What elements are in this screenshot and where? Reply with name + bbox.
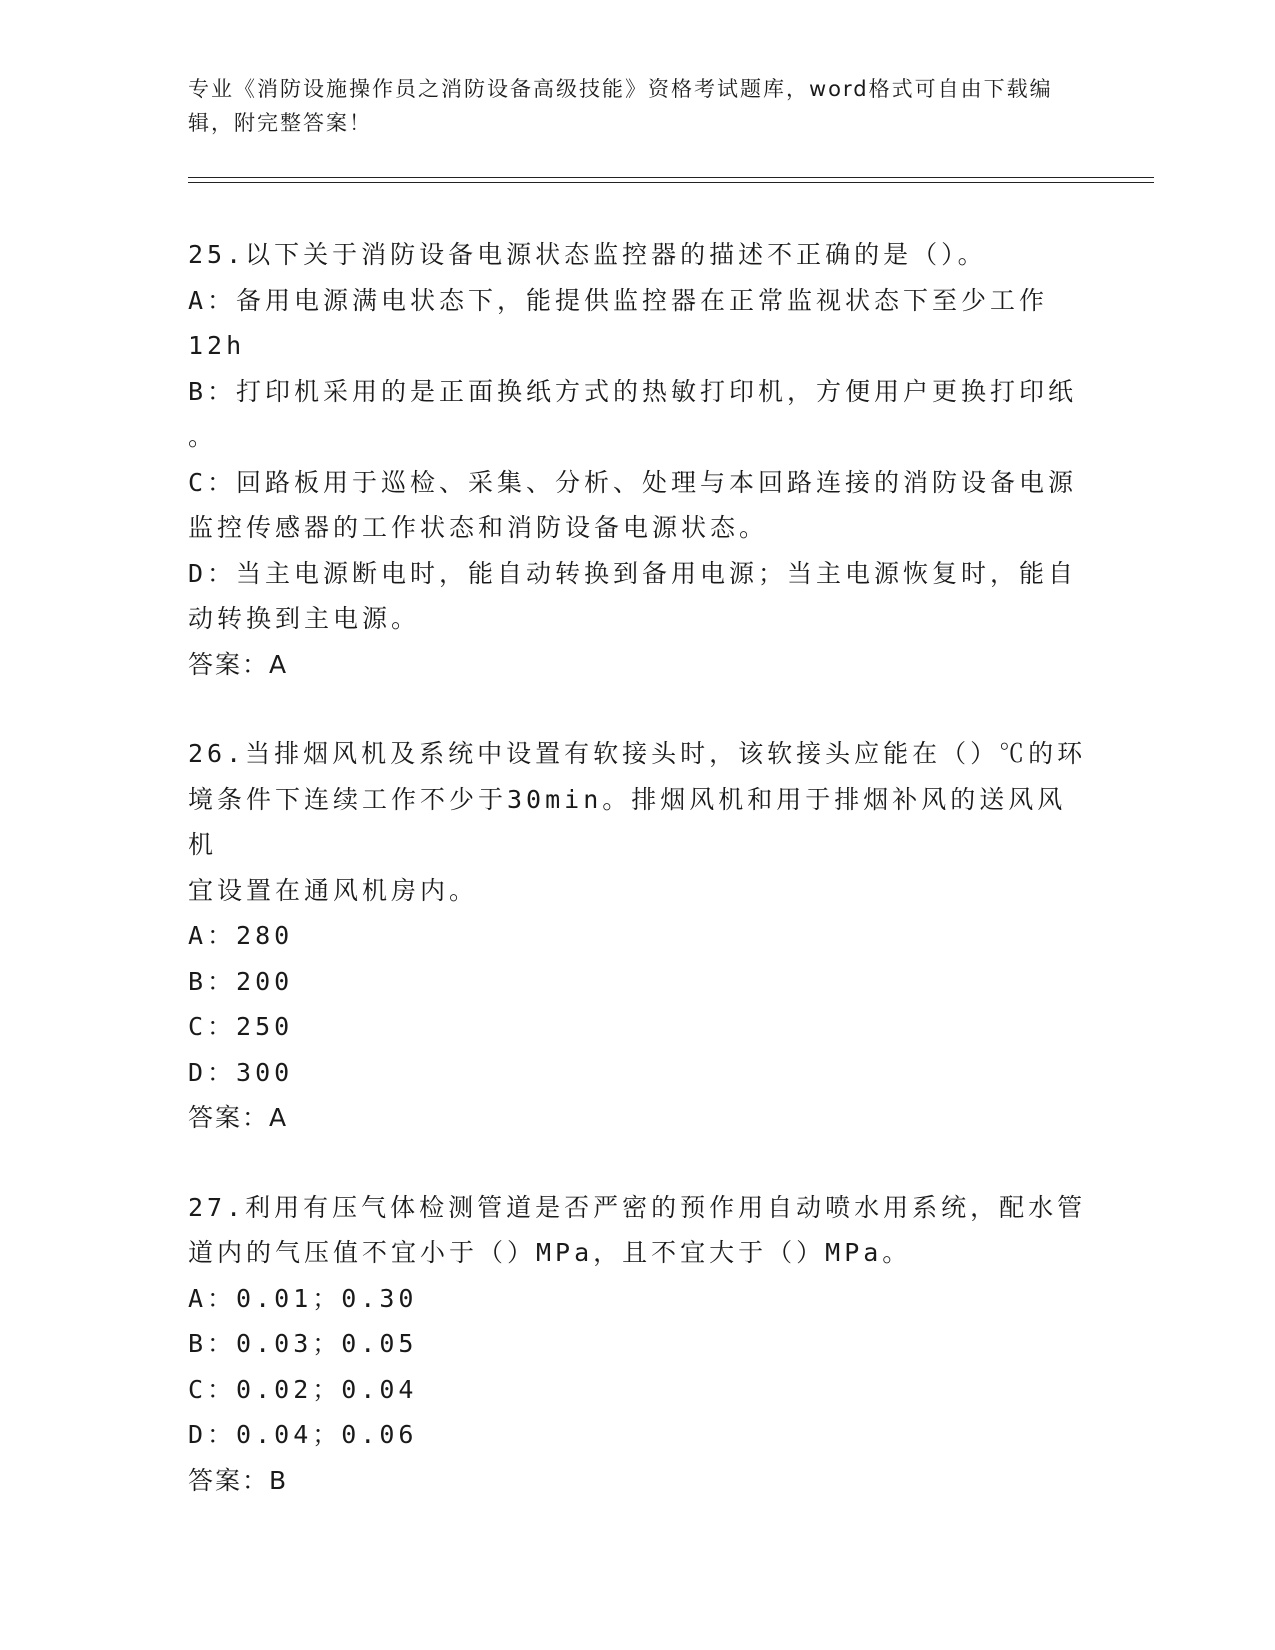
question-stem: 宜设置在通风机房内。 (188, 875, 479, 905)
option-d: D：300 (188, 1057, 294, 1087)
option-a (188, 278, 1088, 369)
option-b: B：0.03；0.05 (188, 1329, 418, 1358)
option-text: 。 (188, 422, 218, 451)
option-d (188, 551, 1088, 642)
option-d: D：0.04；0.06 (188, 1420, 418, 1449)
header-rule-bottom (188, 182, 1154, 183)
question-stem: 25.以下关于消防设备电源状态监控器的描述不正确的是（）。 (188, 240, 987, 269)
question-stem: 道内的气压值不宜小于（）MPa，且不宜大于（）MPa。 (188, 1238, 912, 1267)
option-text: A：备用电源满电状态下，能提供监控器在正常监视状态下至少工作 (188, 285, 1049, 315)
option-a: A：0.01；0.30 (188, 1283, 418, 1313)
question-list (188, 232, 1088, 1547)
option-text: C：回路板用于巡检、采集、分析、处理与本回路连接的消防设备电源 (188, 467, 1078, 497)
option-text: 监控传感器的工作状态和消防设备电源状态。 (188, 513, 769, 542)
option-c: C：0.02；0.04 (188, 1374, 418, 1404)
header-rule-top (188, 177, 1154, 178)
option-text: 12h (188, 331, 246, 360)
option-text: 动转换到主电源。 (188, 604, 421, 633)
option-text: D：当主电源断电时，能自动转换到备用电源；当主电源恢复时，能自 (188, 558, 1078, 588)
option-b: B：200 (188, 966, 294, 996)
option-a: A：280 (188, 921, 294, 950)
question-stem: 27.利用有压气体检测管道是否严密的预作用自动喷水用系统，配水管 (188, 1192, 1087, 1222)
answer-label: 答案：A (188, 1103, 289, 1132)
question-stem: 26.当排烟风机及系统中设置有软接头时，该软接头应能在（）℃的环 (188, 739, 1087, 768)
option-c (188, 460, 1088, 551)
answer-label: 答案：B (188, 1465, 289, 1495)
answer-label: 答案：A (188, 649, 289, 679)
question-26 (188, 731, 1088, 1141)
question-stem: 境条件下连续工作不少于30min。排烟风机和用于排烟补风的送风风机 (188, 784, 1067, 859)
question-25 (188, 232, 1088, 687)
document-header: 专业《消防设施操作员之消防设备高级技能》资格考试题库，word格式可自由下载编辑，附完整答案！ (188, 77, 1053, 135)
option-text: B：打印机采用的是正面换纸方式的热敏打印机，方便用户更换打印纸 (188, 376, 1078, 406)
option-b (188, 369, 1088, 460)
option-c: C：250 (188, 1012, 294, 1041)
question-27 (188, 1185, 1088, 1504)
